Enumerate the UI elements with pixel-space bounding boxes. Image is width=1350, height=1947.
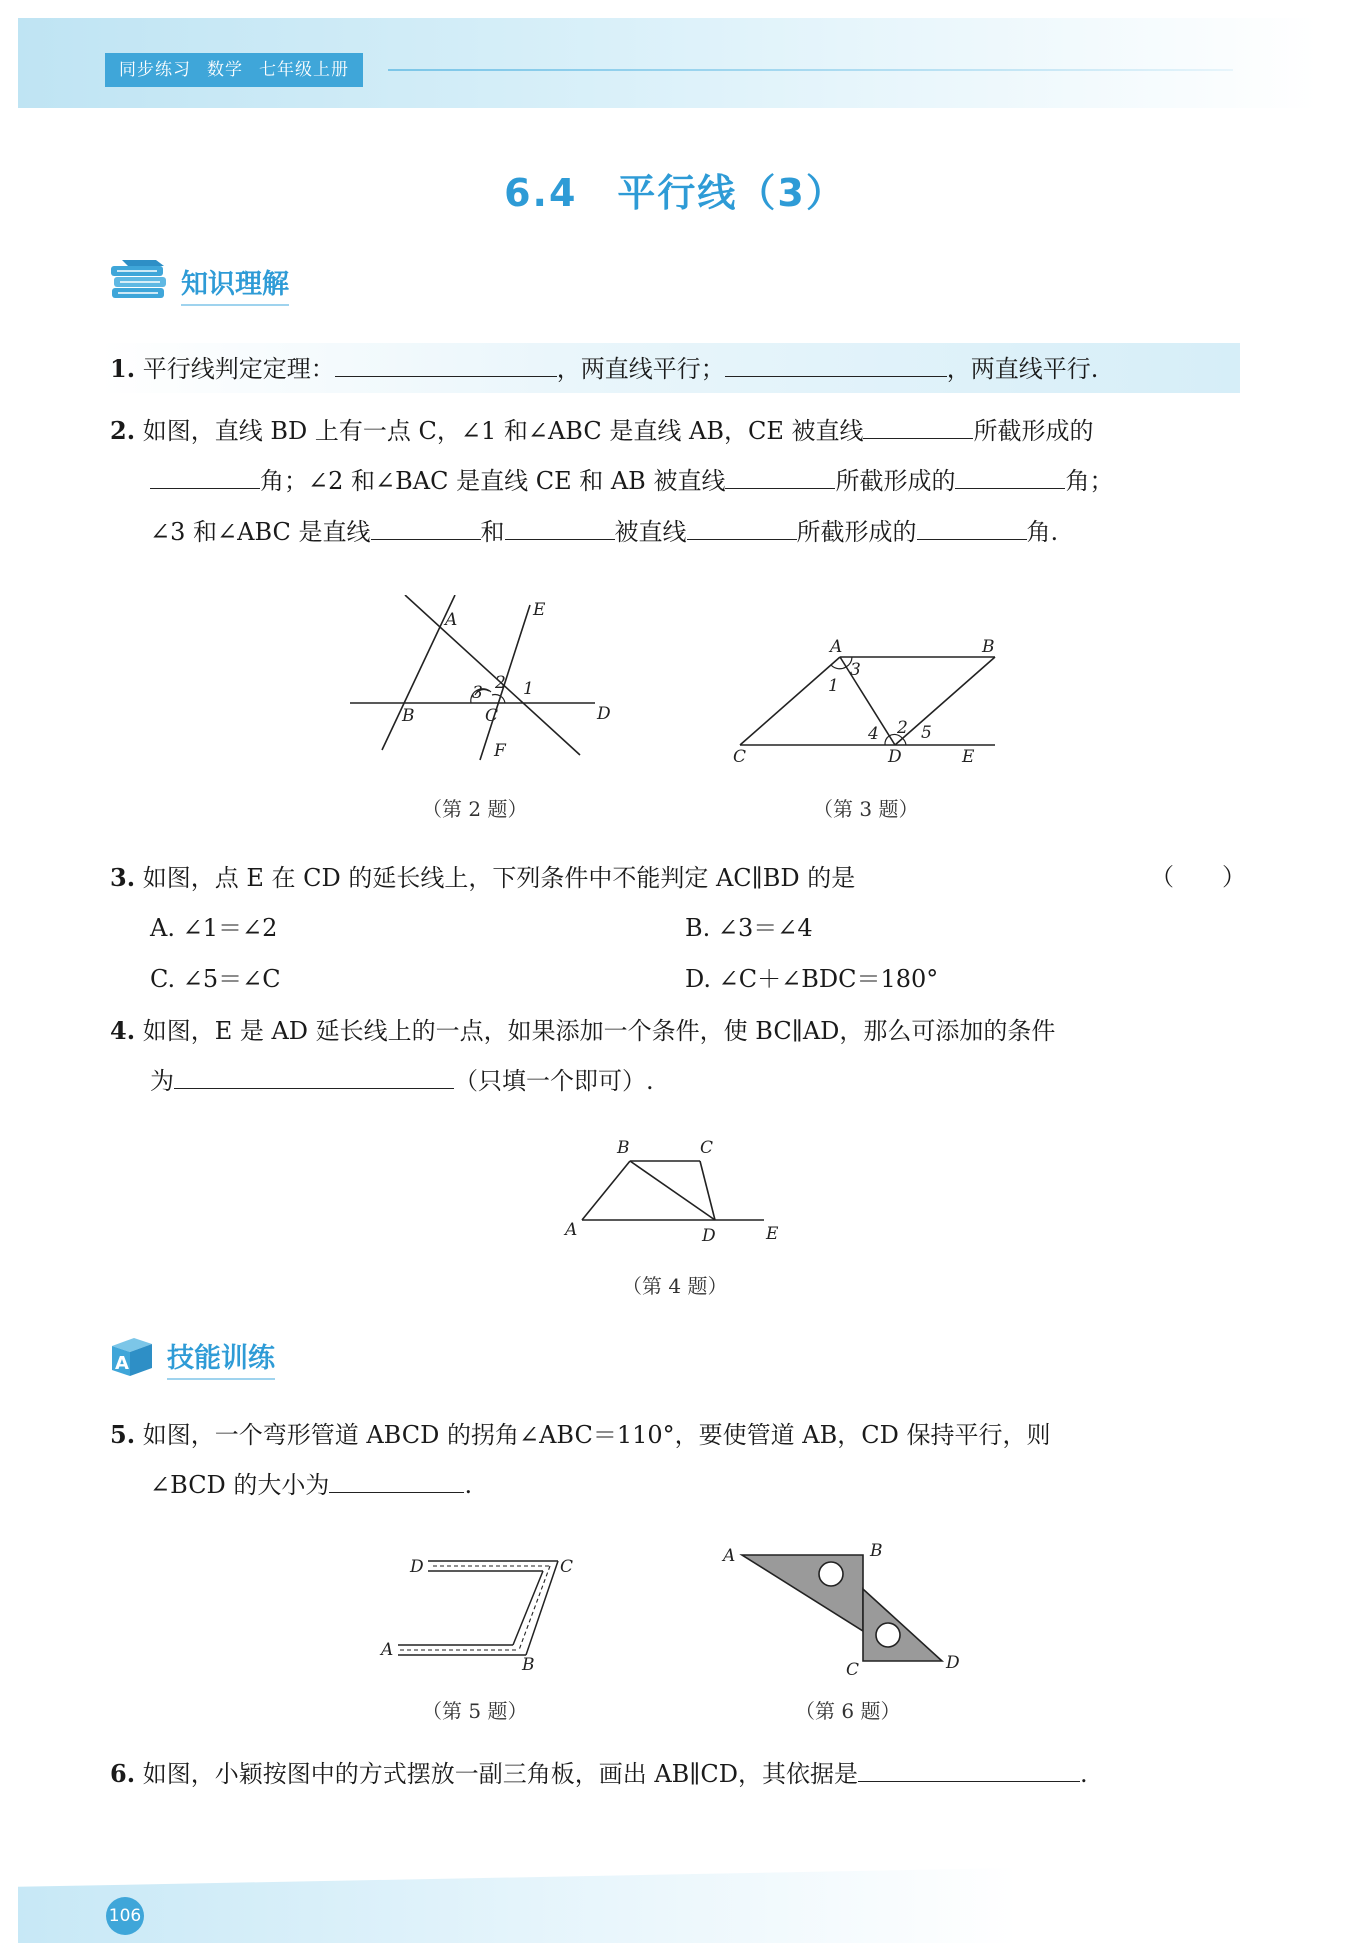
q2-text-l2b: 所截形成的 bbox=[835, 467, 956, 495]
figure-2-diagram bbox=[345, 595, 620, 780]
figure-4 bbox=[562, 1135, 792, 1249]
caption-figure-4: （第 4 题） bbox=[622, 1274, 728, 1298]
svg-text:A: A bbox=[115, 1353, 129, 1374]
fig4-label-2: A bbox=[565, 1220, 578, 1240]
q1-blank-1[interactable] bbox=[335, 344, 557, 377]
section-skills-title: 技能训练 bbox=[167, 1336, 275, 1380]
fig6-label-1: B bbox=[870, 1541, 883, 1561]
fig2-label-4: 1 bbox=[523, 679, 534, 699]
fig2-label-7: D bbox=[597, 704, 611, 724]
figure-6 bbox=[718, 1535, 978, 1679]
caption-figure-2: （第 2 题） bbox=[422, 797, 528, 821]
question-4-line-1 bbox=[110, 1005, 1055, 1057]
q2-blank-2[interactable] bbox=[150, 456, 260, 489]
question-4-line-2 bbox=[150, 1056, 654, 1107]
fig2-label-2: 3 bbox=[472, 683, 483, 703]
q4-text-l1: 如图，E 是 AD 延长线上的一点，如果添加一个条件，使 BC∥AD，那么可添加的条件 bbox=[142, 1017, 1056, 1045]
fig3-label-9: E bbox=[962, 747, 975, 767]
fig3-label-2: 3 bbox=[850, 660, 861, 680]
question-2-line-3 bbox=[150, 507, 1058, 558]
book-stack-icon bbox=[108, 256, 170, 308]
q4-number: 4. bbox=[110, 1016, 136, 1045]
fig2-label-3: 2 bbox=[495, 673, 506, 693]
q2-blank-6[interactable] bbox=[505, 507, 615, 540]
question-3 bbox=[110, 852, 855, 904]
header-tab bbox=[105, 53, 363, 87]
caption-figure-3: （第 3 题） bbox=[813, 797, 919, 821]
fig5-label-0: D bbox=[410, 1557, 424, 1577]
q2-text-l3b: 和 bbox=[480, 518, 505, 546]
figure-3-diagram bbox=[725, 635, 1015, 770]
q2-blank-5[interactable] bbox=[371, 507, 481, 540]
q3-number: 3. bbox=[110, 863, 136, 892]
fig2-label-0: A bbox=[445, 610, 458, 630]
q3-option-c[interactable]: C. ∠5＝∠C bbox=[150, 965, 281, 993]
q6-number: 6. bbox=[110, 1759, 136, 1788]
fig5-label-3: B bbox=[522, 1655, 535, 1675]
fig2-label-5: B bbox=[402, 706, 415, 726]
fig5-label-2: A bbox=[381, 1640, 394, 1660]
footer-band bbox=[18, 1868, 1018, 1943]
q2-text-l3e: 角. bbox=[1026, 518, 1059, 546]
fig3-label-6: 5 bbox=[921, 723, 932, 743]
q1-text-a: 平行线判定定理： bbox=[142, 355, 335, 383]
fig3-label-8: D bbox=[888, 747, 902, 767]
q3-answer-paren[interactable]: （ ） bbox=[1150, 863, 1246, 891]
q4-blank[interactable] bbox=[174, 1056, 454, 1089]
question-1 bbox=[110, 343, 1098, 395]
fig4-label-4: E bbox=[766, 1224, 779, 1244]
figure-5 bbox=[378, 1545, 578, 1679]
q6-text-a: 如图，小颖按图中的方式摆放一副三角板，画出 AB∥CD，其依据是 bbox=[142, 1760, 858, 1788]
fig4-label-3: D bbox=[702, 1226, 716, 1245]
q2-text-l2c: 角； bbox=[1065, 467, 1114, 495]
question-5-line-2 bbox=[150, 1460, 472, 1511]
fig3-label-3: 1 bbox=[828, 676, 839, 696]
header-series: 同步练习 bbox=[119, 60, 191, 80]
q2-text-l2a: 角；∠2 和∠BAC 是直线 CE 和 AB 被直线 bbox=[260, 467, 726, 495]
q2-text-l1a: 如图，直线 BD 上有一点 C，∠1 和∠ABC 是直线 AB，CE 被直线 bbox=[142, 417, 864, 445]
q5-text-l1: 如图，一个弯形管道 ABCD 的拐角∠ABC＝110°，要使管道 AB，CD 保持平行，则 bbox=[142, 1421, 1051, 1449]
fig3-label-5: 2 bbox=[897, 718, 908, 738]
figure-5-diagram bbox=[378, 1545, 578, 1675]
q2-text-l3c: 被直线 bbox=[614, 518, 687, 546]
fig3-label-0: A bbox=[830, 637, 843, 657]
q3-option-a[interactable]: A. ∠1＝∠2 bbox=[150, 914, 278, 942]
q5-text-l2b: . bbox=[464, 1471, 473, 1499]
q2-blank-8[interactable] bbox=[917, 507, 1027, 540]
q3-option-d[interactable]: D. ∠C＋∠BDC＝180° bbox=[685, 965, 939, 993]
fig6-label-0: A bbox=[723, 1546, 736, 1566]
fig2-label-8: F bbox=[494, 741, 506, 761]
figure-3 bbox=[725, 635, 1015, 774]
q2-number: 2. bbox=[110, 416, 136, 445]
q5-blank[interactable] bbox=[329, 1460, 464, 1493]
q4-text-l2a: 为 bbox=[150, 1067, 174, 1095]
fig3-label-4: 4 bbox=[868, 724, 879, 744]
fig6-label-3: D bbox=[946, 1653, 960, 1673]
q2-blank-4[interactable] bbox=[955, 456, 1065, 489]
letter-cube-icon bbox=[108, 1332, 156, 1384]
q3-option-b[interactable]: B. ∠3＝∠4 bbox=[685, 914, 813, 942]
figure-2 bbox=[345, 595, 620, 784]
q4-text-l2b: （只填一个即可）. bbox=[454, 1067, 654, 1095]
question-5-line-1 bbox=[110, 1409, 1051, 1461]
fig3-label-1: B bbox=[982, 637, 995, 657]
q3-text: 如图，点 E 在 CD 的延长线上，下列条件中不能判定 AC∥BD 的是 bbox=[142, 864, 856, 892]
header-subject: 数学 bbox=[207, 60, 243, 80]
q2-text-l1b: 所截形成的 bbox=[973, 417, 1094, 445]
q1-number: 1. bbox=[110, 354, 136, 383]
page-number: 106 bbox=[106, 1897, 144, 1935]
fig3-label-7: C bbox=[733, 747, 747, 767]
q5-number: 5. bbox=[110, 1420, 136, 1449]
figure-4-diagram bbox=[562, 1135, 792, 1245]
q6-text-b: . bbox=[1080, 1760, 1088, 1788]
q5-text-l2a: ∠BCD 的大小为 bbox=[150, 1471, 330, 1499]
figure-6-diagram bbox=[718, 1535, 978, 1675]
question-6 bbox=[110, 1748, 1088, 1800]
question-2-line-1 bbox=[110, 405, 1093, 457]
caption-figure-5: （第 5 题） bbox=[422, 1699, 528, 1723]
q2-blank-7[interactable] bbox=[687, 507, 797, 540]
q2-text-l3d: 所截形成的 bbox=[796, 518, 917, 546]
q2-text-l3a: ∠3 和∠ABC 是直线 bbox=[150, 518, 371, 546]
lesson-title: 6.4 平行线（3） bbox=[504, 171, 846, 215]
q2-blank-1[interactable] bbox=[863, 406, 973, 439]
q1-blank-2[interactable] bbox=[725, 344, 947, 377]
q2-blank-3[interactable] bbox=[725, 456, 835, 489]
header-rule bbox=[388, 69, 1233, 71]
q1-text-c: ，两直线平行. bbox=[946, 355, 1099, 383]
q1-text-b: ，两直线平行； bbox=[556, 355, 725, 383]
fig2-label-6: C bbox=[485, 706, 499, 726]
caption-figure-6: （第 6 题） bbox=[795, 1699, 901, 1723]
q6-blank[interactable] bbox=[858, 1749, 1080, 1782]
fig2-label-1: E bbox=[533, 600, 546, 620]
fig5-label-1: C bbox=[560, 1557, 574, 1577]
fig4-label-0: B bbox=[617, 1138, 630, 1158]
header-grade: 七年级上册 bbox=[259, 60, 349, 80]
question-2-line-2 bbox=[150, 456, 1113, 507]
fig6-label-2: C bbox=[846, 1660, 860, 1675]
section-knowledge-title: 知识理解 bbox=[181, 262, 289, 306]
fig4-label-1: C bbox=[700, 1138, 714, 1158]
